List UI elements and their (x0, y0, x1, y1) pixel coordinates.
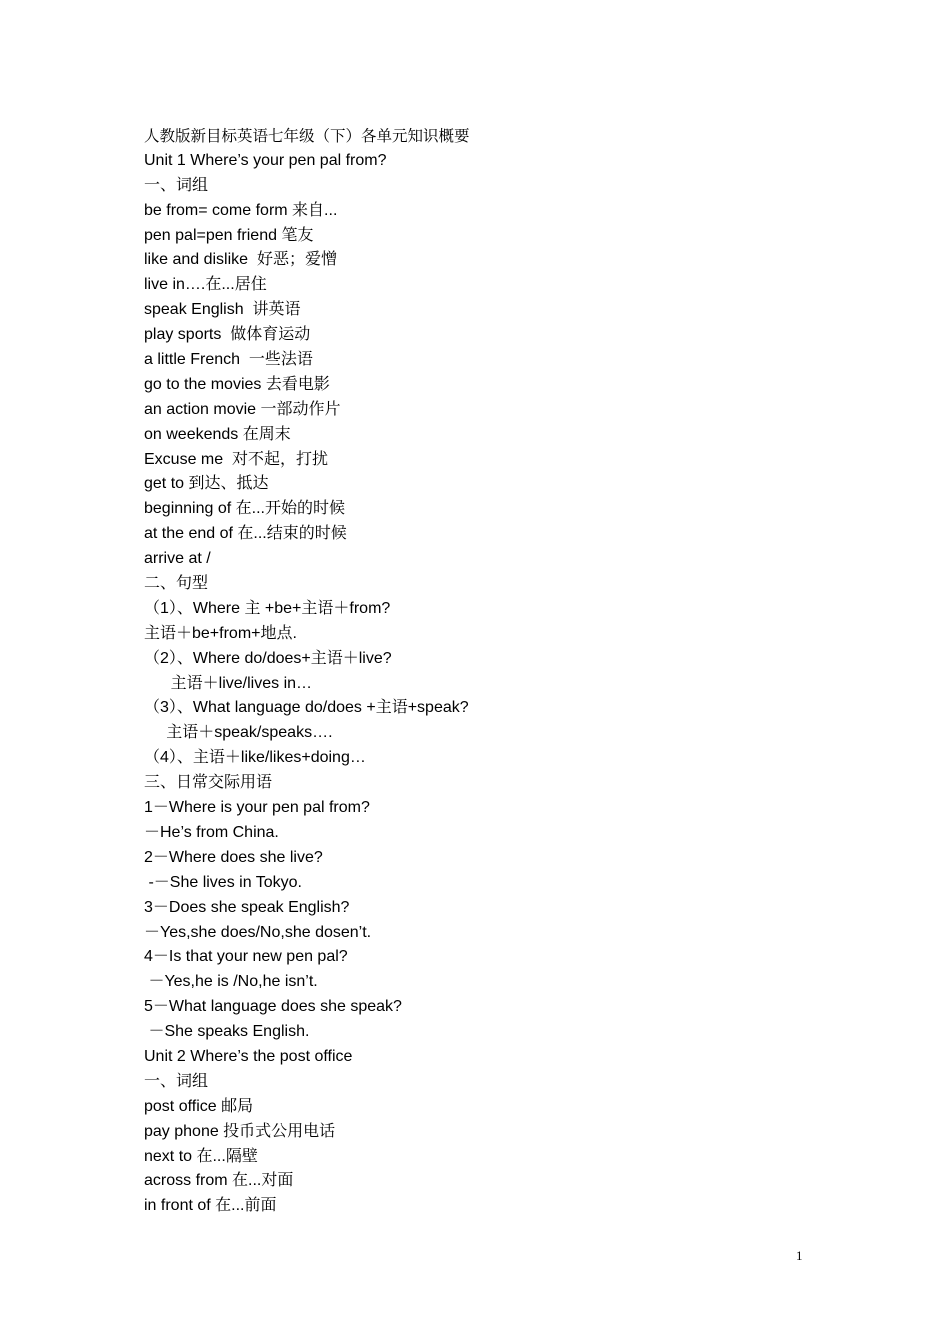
text-line: Unit 2 Where’s the post office (144, 1047, 353, 1065)
text-line: －He’s from China. (144, 823, 279, 841)
text-line: 3－Does she speak English? (144, 898, 350, 916)
text-line: 5－What language does she speak? (144, 998, 402, 1016)
text-line: 一、词组 (144, 176, 209, 194)
text-line: live in….在...居住 (144, 276, 267, 294)
text-line: Excuse me 对不起，打扰 (144, 450, 329, 468)
text-line: （4）、主语＋like/likes+doing… (144, 749, 366, 767)
page-number: 1 (796, 1248, 803, 1263)
text-line: next to 在...隔壁 (144, 1147, 258, 1165)
text-line: －Yes,he is /No,he isn’t. (144, 973, 318, 991)
text-line: -－She lives in Tokyo. (144, 873, 302, 891)
text-line: 主语＋be+from+地点. (144, 624, 297, 642)
text-line: speak English 讲英语 (144, 301, 301, 319)
text-line: across from 在...对面 (144, 1172, 294, 1190)
text-line: beginning of 在...开始的时候 (144, 500, 345, 518)
text-line: pen pal=pen friend 笔友 (144, 226, 314, 244)
text-line: 二、句型 (144, 575, 209, 593)
document-body (144, 124, 844, 1219)
text-line: at the end of 在...结束的时候 (144, 525, 347, 543)
text-line: pay phone 投币式公用电话 (144, 1122, 336, 1140)
text-line: （3）、What language do/does +主语+speak? (144, 699, 469, 717)
text-line: 三、日常交际用语 (144, 774, 273, 792)
text-line: be from= come form 来自... (144, 201, 338, 219)
text-line: －Yes,she does/No,she dosen’t. (144, 923, 372, 941)
text-line: get to 到达、抵达 (144, 475, 269, 493)
text-line: play sports 做体育运动 (144, 326, 311, 344)
text-line: 主语＋speak/speaks…. (144, 724, 333, 742)
text-line: 主语＋live/lives in… (144, 674, 313, 692)
text-line: go to the movies 去看电影 (144, 375, 330, 393)
text-line: （1）、Where 主 +be+主语＋from? (144, 599, 391, 617)
text-line: on weekends 在周末 (144, 425, 291, 443)
text-line: －She speaks English. (144, 1023, 310, 1041)
text-line: 1－Where is your pen pal from? (144, 799, 370, 817)
text-line: 一、词组 (144, 1072, 209, 1090)
text-line: arrive at / (144, 550, 211, 568)
text-line: 2－Where does she live? (144, 848, 323, 866)
text-line: （2）、Where do/does+主语＋live? (144, 649, 392, 667)
text-line: 4－Is that your new pen pal? (144, 948, 348, 966)
text-line: in front of 在...前面 (144, 1197, 277, 1215)
text-line: post office 邮局 (144, 1097, 254, 1115)
text-line: an action movie 一部动作片 (144, 400, 341, 418)
text-line: Unit 1 Where’s your pen pal from? (144, 151, 387, 169)
text-line: a little French 一些法语 (144, 351, 313, 369)
document-title: 人教版新目标英语七年级（下）各单元知识概要 (144, 127, 470, 145)
text-line: like and dislike 好恶；爱憎 (144, 251, 337, 269)
